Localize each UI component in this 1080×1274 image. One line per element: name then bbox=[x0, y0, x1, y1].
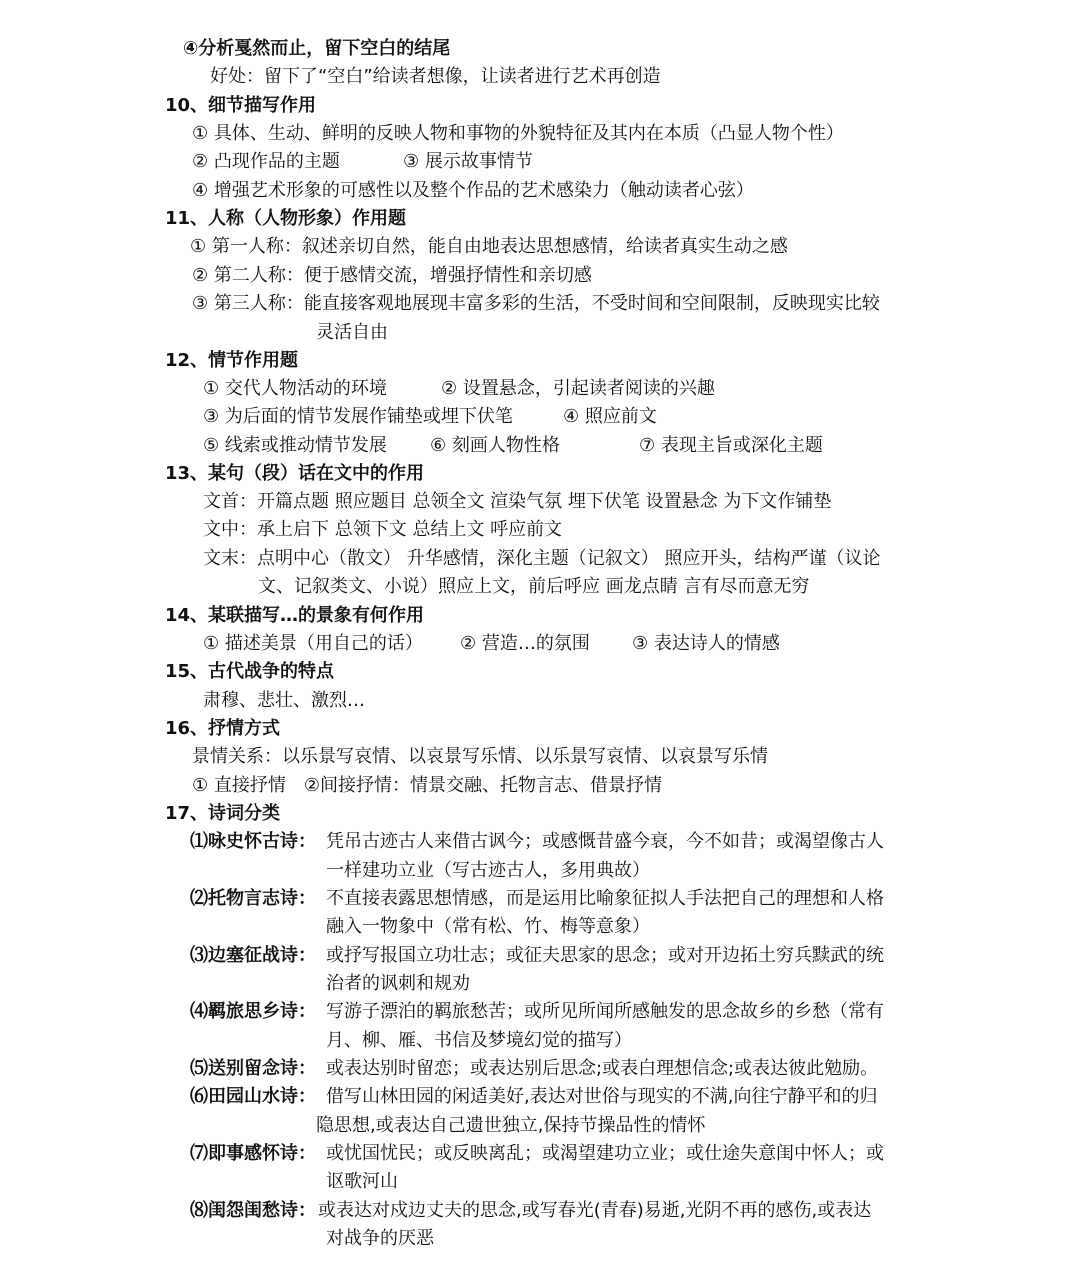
category-8-text-cont: 对战争的厌恶 bbox=[326, 1228, 434, 1249]
category-2-text-cont: 融入一物象中（常有松、竹、梅等意象） bbox=[326, 916, 650, 937]
section-10-item-3: ③ 展示故事情节 bbox=[403, 151, 533, 172]
section-12-item-3: ③ 为后面的情节发展作铺垫或埋下伏笔 bbox=[203, 406, 513, 427]
category-3-label: ⑶边塞征战诗： bbox=[190, 945, 316, 966]
category-7-text: 或忧国忧民；或反映离乱；或渴望建功立业；或仕途失意闺中怀人；或 bbox=[326, 1143, 884, 1164]
section-13-line-1: 文首：开篇点题 照应题目 总领全文 渲染气氛 埋下伏笔 设置悬念 为下文作铺垫 bbox=[203, 491, 832, 512]
section-12-item-6: ⑥ 刻画人物性格 bbox=[430, 435, 560, 456]
section-10-item-2: ② 凸现作品的主题 bbox=[192, 151, 340, 172]
category-4-text: 写游子漂泊的羁旅愁苦；或所见所闻所感触发的思念故乡的乡愁（常有 bbox=[326, 1001, 884, 1022]
section-12-item-4: ④ 照应前文 bbox=[563, 406, 657, 427]
section-14-title: 14、某联描写…的景象有何作用 bbox=[165, 605, 425, 626]
section-11-item-3-cont: 灵活自由 bbox=[316, 322, 388, 343]
section-12-item-7: ⑦ 表现主旨或深化主题 bbox=[639, 435, 823, 456]
category-1-text-cont: 一样建功立业（写古迹古人，多用典故） bbox=[326, 860, 650, 881]
category-8-label: ⑻闺怨闺愁诗： bbox=[190, 1200, 316, 1221]
section-14-item-1: ① 描述美景（用自己的话） bbox=[203, 633, 423, 654]
section-12-title: 12、情节作用题 bbox=[165, 350, 299, 371]
category-3-text-cont: 治者的讽刺和规劝 bbox=[326, 973, 470, 994]
section-12-item-2: ② 设置悬念，引起读者阅读的兴趣 bbox=[441, 378, 715, 399]
section-10-item-4: ④ 增强艺术形象的可感性以及整个作品的艺术感染力（触动读者心弦） bbox=[192, 180, 754, 201]
category-5-text: 或表达别时留恋；或表达别后思念;或表白理想信念;或表达彼此勉励。 bbox=[326, 1058, 879, 1079]
category-2-label: ⑵托物言志诗： bbox=[190, 888, 316, 909]
section-14-item-2: ② 营造…的氛围 bbox=[460, 633, 590, 654]
section-13-title: 13、某句（段）话在文中的作用 bbox=[165, 463, 425, 484]
section-15-title: 15、古代战争的特点 bbox=[165, 661, 335, 682]
category-2-text: 不直接表露思想情感，而是运用比喻象征拟人手法把自己的理想和人格 bbox=[326, 888, 884, 909]
category-4-label: ⑷羁旅思乡诗： bbox=[190, 1001, 316, 1022]
section-12-item-1: ① 交代人物活动的环境 bbox=[203, 378, 387, 399]
section-4-title: ④分析戛然而止，留下空白的结尾 bbox=[183, 38, 451, 59]
section-11-title: 11、人称（人物形象）作用题 bbox=[165, 208, 407, 229]
category-6-label: ⑹田园山水诗： bbox=[190, 1086, 316, 1107]
category-7-text-cont: 讴歌河山 bbox=[326, 1171, 398, 1192]
category-1-text: 凭吊古迹古人来借古讽今；或感慨昔盛今衰，今不如昔；或渴望像古人 bbox=[326, 831, 884, 852]
category-6-text: 借写山林田园的闲适美好,表达对世俗与现实的不满,向往宁静平和的归 bbox=[326, 1086, 878, 1107]
category-8-text: 或表达对戍边丈夫的思念,或写春光(青春)易逝,光阴不再的感伤,或表达 bbox=[318, 1200, 872, 1221]
section-4-body: 好处：留下了“空白”给读者想像，让读者进行艺术再创造 bbox=[210, 66, 661, 87]
section-13-line-3-cont: 文、记叙类文、小说）照应上文，前后呼应 画龙点睛 言有尽而意无穷 bbox=[258, 576, 810, 597]
category-3-text: 或抒写报国立功壮志；或征夫思家的思念；或对开边拓土穷兵黩武的统 bbox=[326, 945, 884, 966]
section-14-item-3: ③ 表达诗人的情感 bbox=[632, 633, 780, 654]
section-11-item-3: ③ 第三人称：能直接客观地展现丰富多彩的生活，不受时间和空间限制，反映现实比较 bbox=[192, 293, 880, 314]
section-13-line-2: 文中：承上启下 总领下文 总结上文 呼应前文 bbox=[203, 519, 563, 540]
section-11-item-1: ① 第一人称：叙述亲切自然，能自由地表达思想感情，给读者真实生动之感 bbox=[190, 236, 788, 257]
category-1-label: ⑴咏史怀古诗： bbox=[190, 831, 316, 852]
section-16-line-2: ① 直接抒情 ②间接抒情：情景交融、托物言志、借景抒情 bbox=[192, 775, 662, 796]
section-15-body: 肃穆、悲壮、激烈… bbox=[203, 690, 365, 711]
section-17-title: 17、诗词分类 bbox=[165, 803, 281, 824]
category-7-label: ⑺即事感怀诗： bbox=[190, 1143, 316, 1164]
section-11-item-2: ② 第二人称：便于感情交流，增强抒情性和亲切感 bbox=[192, 265, 592, 286]
section-10-item-1: ① 具体、生动、鲜明的反映人物和事物的外貌特征及其内在本质（凸显人物个性） bbox=[192, 123, 844, 144]
section-12-item-5: ⑤ 线索或推动情节发展 bbox=[203, 435, 387, 456]
section-13-line-3: 文末：点明中心（散文） 升华感情，深化主题（记叙文） 照应开头，结构严谨（议论 bbox=[203, 548, 881, 569]
category-4-text-cont: 月、柳、雁、书信及梦境幻觉的描写） bbox=[326, 1030, 632, 1051]
section-16-line-1: 景情关系：以乐景写哀情、以哀景写乐情、以乐景写哀情、以哀景写乐情 bbox=[192, 746, 768, 767]
section-16-title: 16、抒情方式 bbox=[165, 718, 281, 739]
category-5-label: ⑸送别留念诗： bbox=[190, 1058, 316, 1079]
section-10-title: 10、细节描写作用 bbox=[165, 95, 317, 116]
category-6-text-cont: 隐思想,或表达自己遗世独立,保持节操品性的情怀 bbox=[316, 1115, 706, 1136]
